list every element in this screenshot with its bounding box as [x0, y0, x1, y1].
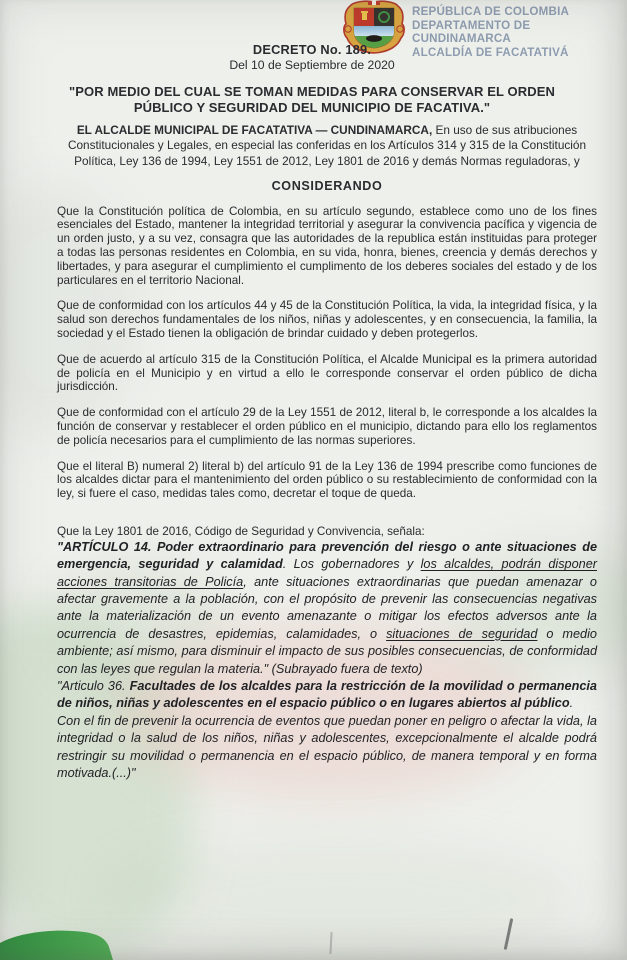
preamble [57, 123, 597, 170]
preamble-lead: EL ALCALDE MUNICIPAL DE FACATATIVA — CUNDINAMARCA, [76, 122, 433, 137]
stray-pen-mark [504, 918, 513, 950]
article-14-underlined-2: situaciones de seguridad [386, 626, 538, 641]
closing-paragraph: Con el fin de prevenir la ocurrencia de eventos que puedan poner en peligro o afectar la vida, la integridad o la salud de los niños, niñas y adolescentes, excepcionalmente el alcalde podrá restringir su movilidad o permanencia en el espacio público, de manera temporal y en forma motivada.(...)" [57, 713, 597, 781]
article-14-lead: "ARTÍCULO 14. Poder extraordinario para prevención del riesgo o ante situaciones de emergencia, seguridad y calamidad [57, 539, 597, 572]
decree-number: DECRETO No. 189. [252, 42, 372, 57]
article-14-text: , ante situaciones extraordinarias que puedan amenazar o afectar gravemente a la población, con el propósito de prevenir las consecuencias negativas ante la materialización de un evento amenazante o mitigar los efectos adversos ante la ocurrencia de desastres, epidemias, calamidades, o [57, 574, 597, 641]
considerando-heading: CONSIDERANDO [271, 178, 383, 193]
considerando-paragraph-4: Que de conformidad con el artículo 29 de la Ley 1551 de 2012, literal b, le corresponde a los alcaldes la función de conservar y restablecer el orden público en el municipio, dictando para ello los reglamentos de policía necesarios para el cumplimiento de las normas superiores. [57, 406, 597, 447]
stray-pen-mark [329, 932, 332, 954]
article-36-quote [57, 678, 597, 713]
article-36-tail: . [569, 696, 574, 711]
decree-title: "POR MEDIO DEL CUAL SE TOMAN MEDIDAS PARA CONSERVAR EL ORDEN PÚBLICO Y SEGURIDAD DEL MUNICIPIO DE FACATIVA." [69, 84, 555, 116]
article-14-text: . Los gobernadores y [282, 557, 421, 572]
considerando-paragraph-2: Que de conformidad con los artículos 44 y 45 de la Constitución Política, la vida, la integridad física, y la salud son derechos fundamentales de los niños, niñas y adolescentes, y en consecuencia, la familia, la sociedad y el Estado tienen la obligación de brindar cuidado y deben protegerlos. [57, 299, 597, 340]
article-14-quote [57, 539, 597, 678]
watermark-blob [100, 840, 580, 960]
considerando-paragraph-1: Que la Constitución política de Colombia, en su artículo segundo, establece como uno de los fines esenciales del Estado, mantener la integridad territorial y asegurar la convivencia pacífica y vigencia de un orden justo, y a su vez, consagra que las autoridades de la republica están instituidas para proteger a todas las personas residentes en Colombia, en su vida, honra, bienes, creencia y demás derechos y libertades, y para asegurar el cumplimiento el cumplimento de los deberes sociales del estado y de los particulares en el territorio Nacional. [57, 204, 597, 287]
article-36-lead: "Articulo 36. [57, 678, 130, 693]
article-14-text: o medio ambiente; así mismo, para disminuir el impacto de sus posibles consecuencias, de conformidad con las leyes que regulan la materia." (Subrayado fuera de texto) [57, 626, 597, 676]
decree-date: Del 10 de Septiembre de 2020 [229, 58, 395, 72]
article-14-underlined-1: los alcaldes, podrán disponer acciones transitorias de Policía [57, 557, 598, 589]
org-line-alcaldia: ALCALDÍA DE FACATATIVÁ [412, 45, 569, 59]
considerando-paragraph-5: Que el literal B) numeral 2) literal b) del artículo 91 de la Ley 136 de 1994 prescribe como funciones de los alcaldes dictar para el mantenimiento del orden público o su restablecimiento de conformidad con la ley, si fuere el caso, medidas tales como, decretar el toque de queda. [57, 459, 597, 501]
preamble-rest: En uso de sus atribuciones Constitucionales y Legales, en especial las conferidas en los Artículos 314 y 315 de la Constitución Política, Ley 136 de 1994, Ley 1551 de 2012, Ley 1801 de 2016 y demás Normas reguladoras, y [67, 122, 587, 168]
considerando-paragraph-6: Que la Ley 1801 de 2016, Código de Seguridad y Convivencia, señala: [57, 524, 425, 538]
considerando-paragraph-3: Que de acuerdo al artículo 315 de la Constitución Política, el Alcalde Municipal es la primera autoridad de policía en el Municipio y en virtud a ello le corresponde conservar el orden público de dicha jurisdicción. [57, 352, 597, 394]
leaf-corner-mark [0, 926, 118, 960]
article-36-bold: Facultades de los alcaldes para la restricción de la movilidad o permanencia de niños, niñas y adolescentes en el espacio público o en lugares abiertos al público [57, 678, 597, 711]
org-line-department: DEPARTAMENTO DE CUNDINAMARCA [412, 18, 531, 46]
org-line-republic: REPÚBLICA DE COLOMBIA [412, 5, 570, 18]
